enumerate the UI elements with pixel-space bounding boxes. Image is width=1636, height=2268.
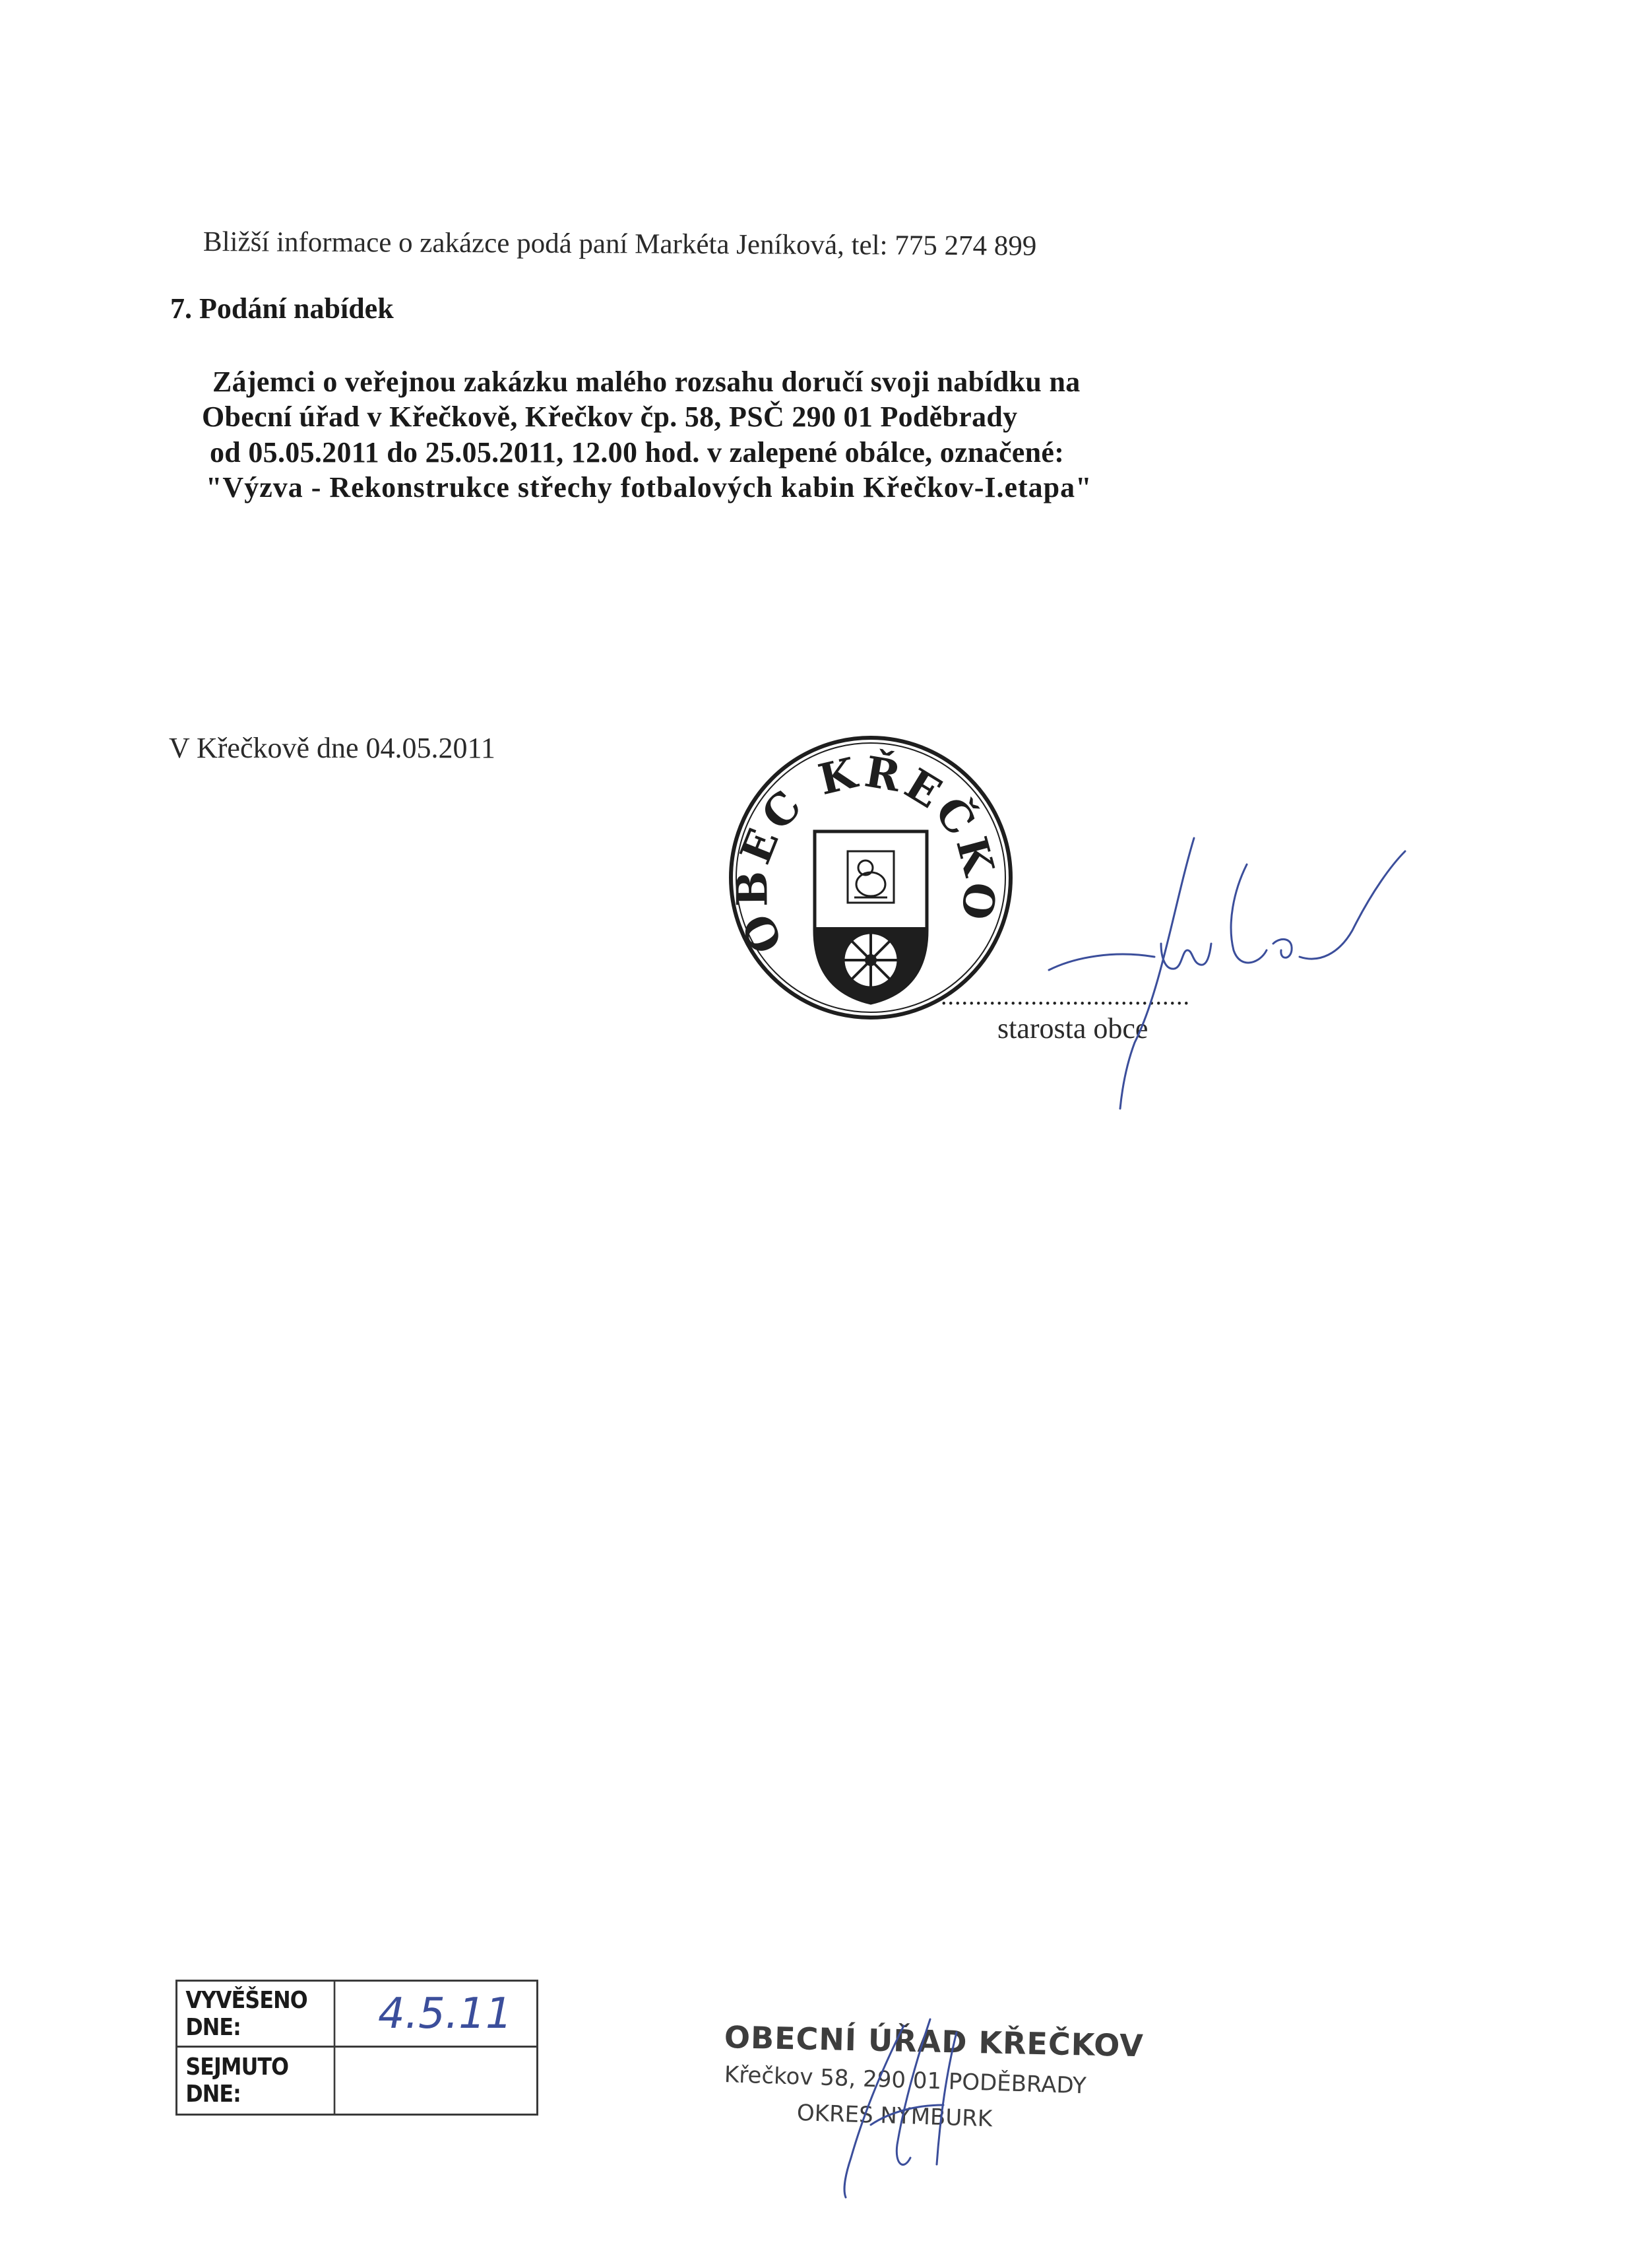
place-date: V Křečkově dne 04.05.2011: [169, 732, 495, 764]
contact-info: Bližší informace o zakázce podá paní Markéta Jeníková, tel: 775 274 899: [203, 226, 1037, 262]
offer-line-2: Obecní úřad v Křečkově, Křečkov čp. 58, PSČ 290 01 Poděbrady: [202, 401, 1018, 433]
offer-line-1: Zájemci o veřejnou zakázku malého rozsahu doručí svoji nabídku na: [212, 366, 1081, 398]
section-heading: 7. Podání nabídek: [170, 292, 394, 325]
office-stamp-name: OBECNÍ ÚŘAD KŘEČKOV: [724, 2019, 1145, 2064]
signature-line: ....................................: [941, 983, 1190, 1010]
posted-label: VYVĚŠENO DNE:: [177, 1982, 335, 2046]
removed-date: [363, 2048, 535, 2114]
office-stamp-address: Křečkov 58, 290 01 PODĚBRADY: [724, 2061, 1087, 2100]
removed-row: [177, 2048, 536, 2114]
posted-row: [177, 1982, 536, 2048]
offer-line-3: od 05.05.2011 do 25.05.2011, 12.00 hod. v zalepené obálce, označené:: [210, 436, 1065, 469]
posted-date: 4.5.11: [378, 1989, 513, 2038]
svg-text:OBEC KŘEČKO: OBEC KŘEČKO: [728, 747, 1005, 961]
mayor-signature: [1009, 825, 1432, 1115]
signatory-title: starosta obce: [997, 1012, 1148, 1045]
office-stamp-district: OKRES NYMBURK: [796, 2100, 993, 2133]
posting-record-box: [175, 1980, 538, 2116]
offer-line-4: "Výzva - Rekonstrukce střechy fotbalových kabin Křečkov-I.etapa": [206, 471, 1092, 503]
removed-label: SEJMUTO DNE:: [177, 2048, 335, 2114]
office-signature: [805, 2006, 976, 2204]
